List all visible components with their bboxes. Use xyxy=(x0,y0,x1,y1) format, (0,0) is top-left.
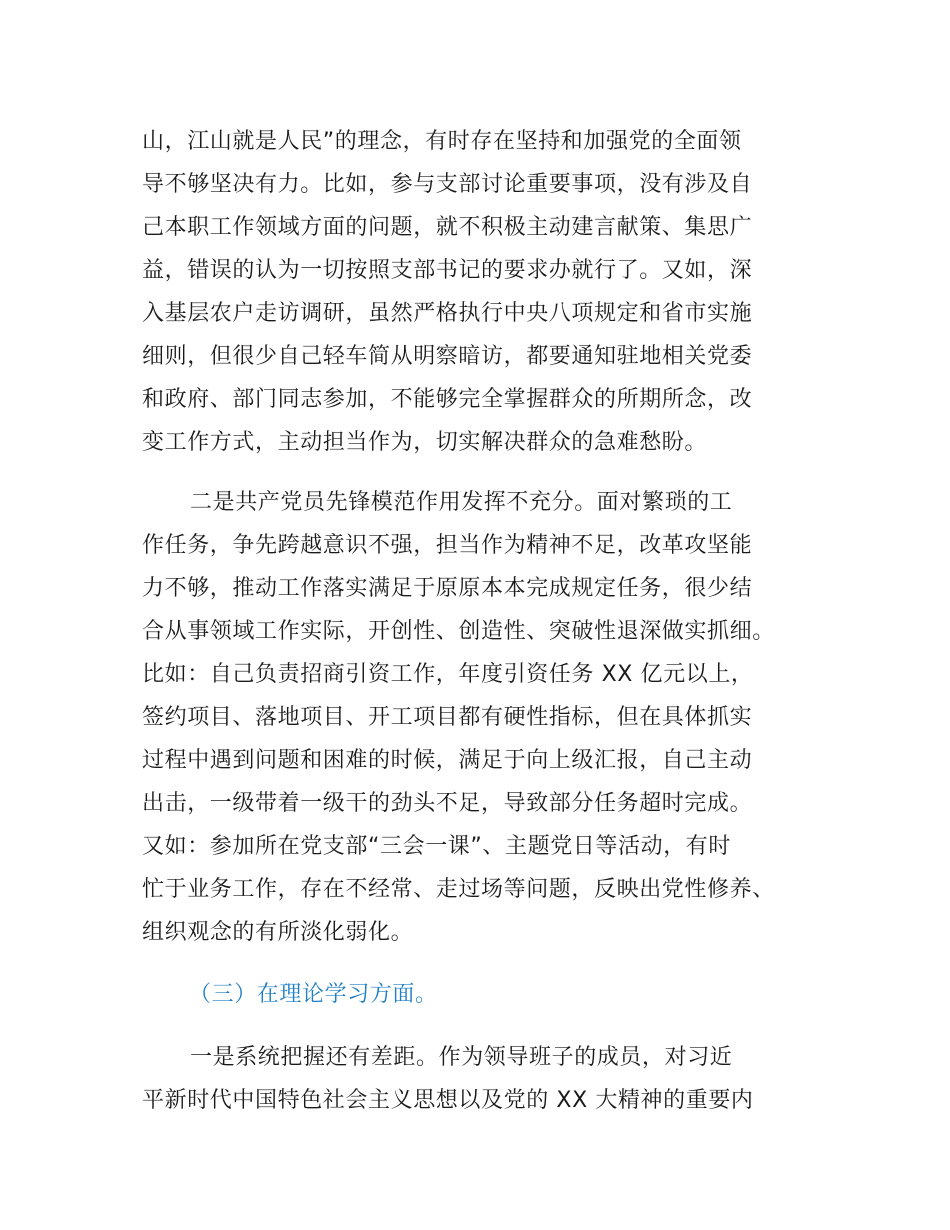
text-line: 出击，一级带着一级干的劲头不足，导致部分任务超时完成。 xyxy=(142,791,753,816)
text-line: 作任务，争先跨越意识不强，担当作为精神不足，改革攻坚能 xyxy=(142,533,753,558)
text-line: 细则，但很少自己轻车简从明察暗访，都要通知驻地相关党委 xyxy=(142,344,753,369)
text-line: 合从事领域工作实际，开创性、创造性、突破性退深做实抓细。 xyxy=(142,619,775,644)
text-line: 组织观念的有所淡化弱化。 xyxy=(142,920,414,945)
text-line: 己本职工作领域方面的问题，就不积极主动建言献策、集思广 xyxy=(142,215,753,240)
text-line: 变工作方式，主动担当作为，切实解决群众的急难愁盼。 xyxy=(142,430,708,455)
text-line: 忙于业务工作，存在不经常、走过场等问题，反映出党性修养、 xyxy=(142,877,775,902)
text-line: 又如：参加所在党支部“三会一课”、主题党日等活动，有时 xyxy=(142,834,731,859)
text-line: 二是共产党员先锋模范作用发挥不充分。面对繁琐的工 xyxy=(190,490,733,515)
text-line: 力不够，推动工作落实满足于原原本本完成规定任务，很少结 xyxy=(142,576,753,601)
text-line: 比如：自己负责招商引资工作，年度引资任务 XX 亿元以上， xyxy=(142,662,754,687)
text-line: 入基层农户走访调研，虽然严格执行中央八项规定和省市实施 xyxy=(142,301,753,326)
section-heading: （三）在理论学习方面。 xyxy=(189,982,438,1007)
text-line: 导不够坚决有力。比如，参与支部讨论重要事项，没有涉及自 xyxy=(142,172,753,197)
text-line: 一是系统把握还有差距。作为领导班子的成员，对习近 xyxy=(190,1045,733,1070)
text-line: 山，江山就是人民”的理念，有时存在坚持和加强党的全面领 xyxy=(142,129,742,154)
text-line: 益，错误的认为一切按照支部书记的要求办就行了。又如，深 xyxy=(142,258,753,283)
text-line: 和政府、部门同志参加，不能够完全掌握群众的所期所念，改 xyxy=(142,387,753,412)
text-line: 签约项目、落地项目、开工项目都有硬性指标，但在具体抓实 xyxy=(142,705,753,730)
text-line: 平新时代中国特色社会主义思想以及党的 XX 大精神的重要内 xyxy=(142,1088,754,1113)
text-line: 过程中遇到问题和困难的时候，满足于向上级汇报，自己主动 xyxy=(142,748,753,773)
